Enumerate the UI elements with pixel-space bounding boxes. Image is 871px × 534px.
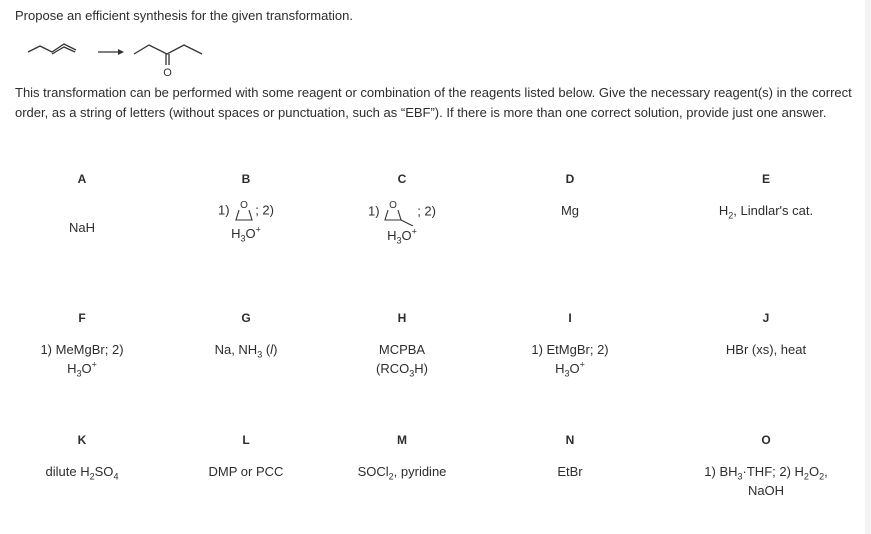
reagent-letter: L	[242, 433, 250, 447]
reagent-line2: NaOH	[747, 483, 785, 498]
reagent-j	[686, 311, 846, 359]
instructions-text: This transformation can be performed with some reagent or combination of the reagents listed below. Give the necessary reagent(s) in the correct order, as a string of letters (without spaces or punctuation, such as “EBF”). If there is more than one correct solution, provide just one answer.	[15, 85, 852, 120]
reagent-text: EtBr	[557, 464, 583, 479]
reagent-n	[490, 433, 650, 481]
reagent-k	[2, 433, 162, 481]
question-prompt: Propose an efficient synthesis for the given transformation.	[15, 8, 353, 23]
reagent-text: DMP or PCC	[208, 464, 284, 479]
reagent-text: Mg	[560, 203, 580, 218]
acid-workup: $H_3O^+$	[231, 224, 261, 244]
reagent-l	[166, 433, 326, 481]
reagent-line1: MCPBA	[378, 342, 426, 357]
reagent-letter: H	[397, 311, 407, 325]
product-oxygen-label: O	[163, 67, 172, 79]
reagent-line1: 1) $BH_3\cdot THF$; 2) $H_2O_2$,	[704, 464, 828, 482]
reaction-scheme-drawing	[22, 30, 212, 80]
reagent-text: HBr (xs), heat	[725, 342, 807, 357]
step2-label: ; 2)	[417, 203, 436, 219]
reagent-text: NaH	[68, 220, 95, 235]
reagent-text: SOCl$_2$, pyridine	[357, 464, 447, 482]
reagent-o	[686, 433, 846, 500]
reagent-f	[2, 311, 162, 378]
reagent-letter: G	[241, 311, 251, 325]
reagent-d	[490, 172, 650, 220]
reagent-g	[166, 311, 326, 359]
reagent-m	[322, 433, 482, 481]
reagent-letter: M	[397, 433, 407, 447]
alkene-reactant	[28, 44, 76, 52]
step2-label: ; 2)	[255, 202, 274, 218]
reagent-c	[322, 172, 482, 245]
ketone-product	[134, 45, 202, 54]
reagent-letter: O	[761, 433, 771, 447]
reagent-h	[322, 311, 482, 378]
reagent-letter: A	[77, 172, 87, 186]
reagent-text: dilute $H_2SO_4$	[45, 464, 119, 482]
reagent-b	[166, 172, 326, 243]
reaction-scheme	[22, 30, 212, 85]
step1-label: 1)	[218, 202, 230, 218]
reagent-letter: N	[565, 433, 575, 447]
reagent-letter: K	[77, 433, 87, 447]
reaction-arrow-head	[118, 49, 124, 55]
acid-workup: $H_3O^+$	[67, 359, 97, 379]
reagent-letter: C	[397, 172, 407, 186]
step1-label: 1)	[368, 203, 380, 219]
reagent-letter: D	[565, 172, 575, 186]
reagent-text: Na, $NH_3$ (l)	[214, 342, 278, 360]
epoxide-oxygen: O	[240, 200, 249, 211]
reagent-letter: J	[762, 311, 770, 325]
reagent-line1: 1) MeMgBr; 2)	[40, 342, 124, 357]
page-edge	[865, 0, 871, 534]
reagent-letter: F	[78, 311, 86, 325]
reagent-a	[2, 172, 162, 237]
acid-workup: $H_3O^+$	[555, 359, 585, 379]
reagent-line1: 1) EtMgBr; 2)	[531, 342, 609, 357]
reagent-line2: $(RCO_3H)$	[376, 361, 428, 379]
reagent-e	[686, 172, 846, 220]
reagent-letter: I	[568, 311, 572, 325]
methyl-epoxide-icon	[383, 198, 417, 226]
acid-workup: $H_3O^+$	[387, 226, 417, 246]
epoxide-oxygen: O	[389, 200, 398, 211]
reagent-letter: E	[761, 172, 770, 186]
reagent-i	[490, 311, 650, 378]
epoxide-icon	[233, 198, 255, 224]
reagent-text: $H_2$, Lindlar's cat.	[718, 203, 814, 221]
reagent-letter: B	[241, 172, 251, 186]
